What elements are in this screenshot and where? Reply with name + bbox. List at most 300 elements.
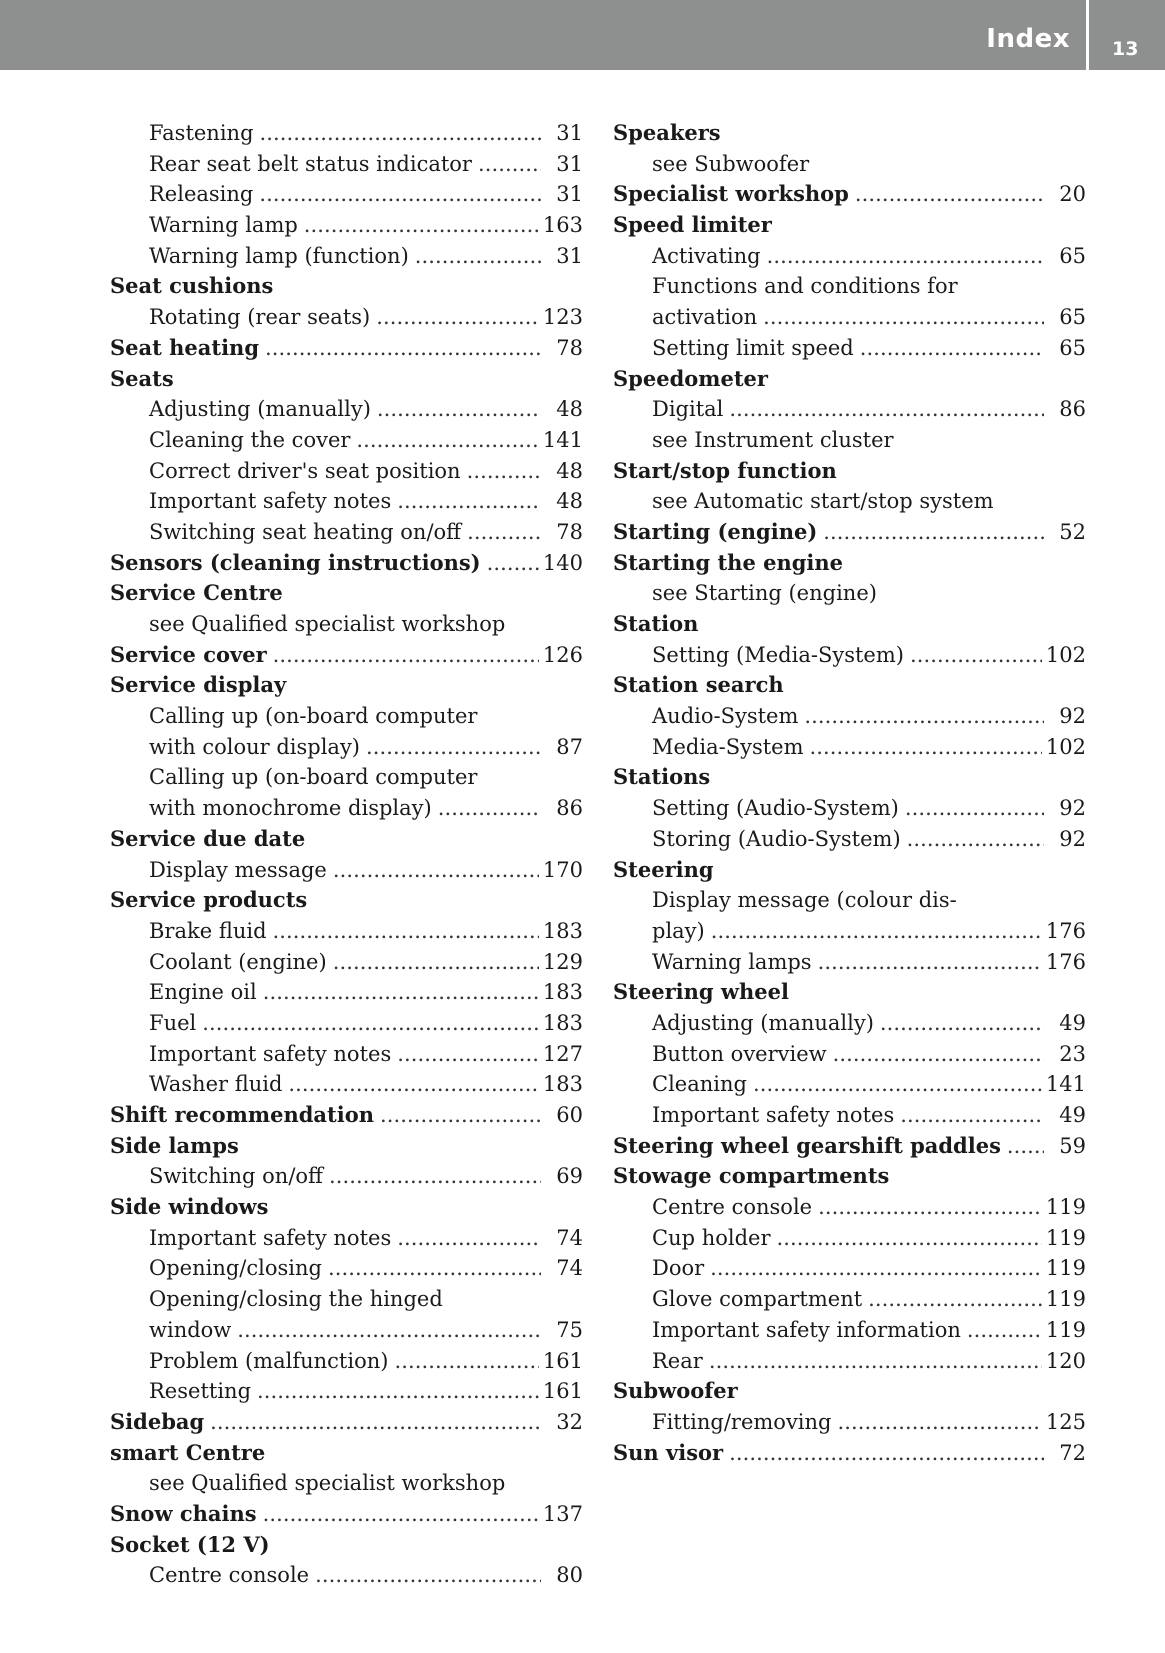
page-reference: 60 (556, 1103, 583, 1127)
entry-text: Important safety notes (149, 489, 392, 514)
page-reference: 86 (556, 796, 583, 821)
index-heading (613, 517, 1086, 548)
index-heading (613, 364, 1086, 395)
index-heading (110, 1100, 583, 1131)
index-heading (613, 1161, 1086, 1192)
page-reference: 20 (1059, 182, 1086, 207)
entry-text: Centre console (652, 1195, 813, 1220)
entry-text: Rotating (rear seats) (149, 305, 371, 330)
dot-leader (366, 732, 541, 763)
index-heading (110, 1530, 583, 1561)
entry-text: Adjusting (manually) (652, 1010, 874, 1035)
page-reference: 102 (1045, 734, 1086, 759)
dot-leader (376, 302, 539, 333)
page-reference: 78 (556, 519, 583, 544)
page-reference: 31 (556, 121, 583, 145)
index-subentry (613, 149, 1086, 180)
page-reference: 141 (1045, 1072, 1086, 1097)
index-heading (110, 1407, 583, 1438)
page-reference: 31 (556, 151, 583, 176)
index-heading (110, 271, 583, 302)
dot-leader (265, 333, 541, 364)
index-subentry (613, 824, 1086, 855)
page-reference: 183 (542, 1072, 583, 1097)
entry-text: Audio-System (652, 704, 799, 729)
index-subentry (613, 1284, 1086, 1315)
entry-text: see Subwoofer (652, 151, 810, 176)
dot-leader (967, 1315, 1042, 1346)
entry-text: Correct driver's seat position (149, 458, 461, 483)
entry-text: Setting (Audio-System) (652, 796, 899, 821)
dot-leader (273, 640, 539, 671)
entry-text: Subwoofer (613, 1378, 738, 1404)
index-subentry (613, 1008, 1086, 1039)
dot-leader (709, 1346, 1042, 1377)
page-reference: 74 (556, 1225, 583, 1250)
entry-text: Stations (613, 764, 711, 790)
dot-leader (868, 1284, 1042, 1315)
index-heading (613, 1438, 1086, 1469)
dot-leader (900, 1100, 1044, 1131)
dot-leader (729, 1438, 1044, 1469)
index-subentry (110, 1376, 583, 1407)
entry-text: Seat heating (110, 334, 260, 360)
entry-text: Warning lamps (652, 949, 812, 974)
dot-leader (880, 1008, 1044, 1039)
dot-leader (467, 517, 541, 548)
page-reference: 23 (1059, 1041, 1086, 1066)
entry-text: Functions and conditions for (652, 274, 958, 299)
entry-text: Cleaning (652, 1072, 747, 1097)
entry-text: see Instrument cluster (652, 427, 894, 452)
index-heading (110, 824, 583, 855)
dot-leader (304, 210, 539, 241)
page-reference: 69 (556, 1164, 583, 1189)
index-column-right (613, 118, 1086, 1468)
index-heading (613, 609, 1086, 640)
index-subentry (110, 1223, 583, 1254)
index-subentry (110, 1069, 583, 1100)
entry-text: Fuel (149, 1010, 197, 1035)
index-heading (613, 1131, 1086, 1162)
index-subentry (613, 916, 1086, 947)
index-subentry (110, 179, 583, 210)
entry-text: Washer fluid (149, 1072, 283, 1097)
page-reference: 161 (542, 1379, 583, 1404)
entry-text: Display message (149, 857, 327, 882)
entry-text: Steering wheel gearshift paddles (613, 1132, 1001, 1158)
page-reference: 170 (542, 857, 583, 882)
page-reference: 123 (542, 305, 583, 330)
dot-leader (763, 302, 1044, 333)
entry-text: Sidebag (110, 1408, 205, 1434)
index-subentry (110, 1008, 583, 1039)
index-subentry (110, 1468, 583, 1499)
entry-text: Coolant (engine) (149, 949, 327, 974)
page-reference: 48 (556, 489, 583, 514)
entry-text: Calling up (on-board computer (149, 704, 478, 729)
dot-leader (333, 947, 539, 978)
entry-text: Speedometer (613, 365, 768, 391)
entry-text: Storing (Audio-System) (652, 826, 901, 851)
index-heading (110, 364, 583, 395)
index-subentry (613, 640, 1086, 671)
entry-text: Start/stop function (613, 457, 837, 483)
index-subentry (613, 1192, 1086, 1223)
entry-text: Opening/closing (149, 1256, 322, 1281)
index-subentry (110, 1315, 583, 1346)
dot-leader (818, 947, 1042, 978)
entry-text: Service products (110, 887, 308, 913)
entry-text: Activating (652, 243, 761, 268)
dot-leader (804, 701, 1044, 732)
dot-leader (487, 548, 539, 579)
entry-text: Fastening (149, 121, 254, 145)
entry-text: Switching seat heating on/off (149, 519, 462, 544)
entry-text: Digital (652, 397, 724, 422)
page-reference: 65 (1059, 305, 1086, 330)
page-reference: 183 (542, 980, 583, 1005)
dot-leader (397, 1039, 539, 1070)
index-heading (110, 1438, 583, 1469)
index-subentry (110, 977, 583, 1008)
page-reference: 31 (556, 182, 583, 207)
entry-text: Glove compartment (652, 1287, 863, 1312)
dot-leader (237, 1315, 541, 1346)
page-reference: 92 (1059, 796, 1086, 821)
entry-text: smart Centre (110, 1439, 266, 1465)
entry-text: Important safety notes (149, 1041, 392, 1066)
page-reference: 78 (556, 335, 583, 360)
index-subentry (110, 701, 583, 732)
entry-text: Calling up (on-board computer (149, 765, 478, 790)
index-subentry (110, 947, 583, 978)
entry-text: Speed limiter (613, 212, 772, 238)
dot-leader (329, 1161, 541, 1192)
index-subentry (613, 1069, 1086, 1100)
index-subentry (110, 762, 583, 793)
entry-text: Problem (malfunction) (149, 1348, 389, 1373)
page-reference: 119 (1045, 1256, 1086, 1281)
entry-text: Warning lamp (149, 213, 298, 238)
dot-leader (397, 486, 541, 517)
dot-leader (833, 1039, 1044, 1070)
dot-leader (377, 394, 541, 425)
page-reference: 120 (1045, 1348, 1086, 1373)
dot-leader (860, 333, 1044, 364)
entry-text: Side lamps (110, 1132, 239, 1158)
dot-leader (210, 1407, 541, 1438)
index-heading (613, 670, 1086, 701)
entry-text: Service display (110, 672, 287, 698)
index-subentry (613, 302, 1086, 333)
entry-text: Display message (colour dis- (652, 888, 957, 913)
page-reference: 161 (542, 1348, 583, 1373)
entry-text: Important safety notes (652, 1103, 895, 1127)
entry-text: Cup holder (652, 1225, 771, 1250)
dot-leader (729, 394, 1044, 425)
index-heading (613, 977, 1086, 1008)
index-subentry (613, 271, 1086, 302)
index-subentry (110, 302, 583, 333)
dot-leader (380, 1100, 541, 1131)
index-subentry (110, 1161, 583, 1192)
index-heading (613, 456, 1086, 487)
page-reference: 74 (556, 1256, 583, 1281)
index-subentry (110, 916, 583, 947)
page-reference: 52 (1059, 519, 1086, 544)
page-reference: 137 (542, 1501, 583, 1526)
index-subentry (613, 732, 1086, 763)
index-subentry (613, 394, 1086, 425)
page-reference: 140 (542, 550, 583, 575)
dot-leader (415, 241, 541, 272)
entry-text: Seat cushions (110, 273, 274, 299)
dot-leader (810, 732, 1042, 763)
page-reference: 141 (542, 427, 583, 452)
index-heading (110, 1192, 583, 1223)
entry-text: Snow chains (110, 1500, 257, 1526)
index-subentry (110, 1039, 583, 1070)
page-reference: 72 (1059, 1440, 1086, 1465)
dot-leader (478, 149, 541, 180)
index-subentry (613, 241, 1086, 272)
index-subentry (613, 333, 1086, 364)
index-subentry (110, 1253, 583, 1284)
dot-leader (259, 179, 541, 210)
header-divider (1086, 0, 1089, 70)
dot-leader (333, 855, 539, 886)
page-reference: 183 (542, 918, 583, 943)
page-reference: 65 (1059, 243, 1086, 268)
dot-leader (767, 241, 1044, 272)
dot-leader (263, 977, 539, 1008)
entry-text: Steering (613, 856, 714, 882)
dot-leader (910, 640, 1042, 671)
entry-text: Station search (613, 672, 784, 698)
entry-text: Sensors (cleaning instructions) (110, 549, 481, 575)
index-heading (613, 179, 1086, 210)
index-subentry (613, 1315, 1086, 1346)
entry-text: see Starting (engine) (652, 581, 877, 606)
dot-leader (823, 517, 1044, 548)
page-reference: 31 (556, 243, 583, 268)
page-reference: 48 (556, 397, 583, 422)
dot-leader (273, 916, 539, 947)
index-subentry (613, 1100, 1086, 1131)
entry-text: Centre console (149, 1563, 310, 1588)
dot-leader (394, 1346, 538, 1377)
entry-text: Media-System (652, 734, 804, 759)
index-subentry (110, 1284, 583, 1315)
index-heading (613, 855, 1086, 886)
page-reference: 75 (556, 1317, 583, 1342)
index-subentry (110, 1560, 583, 1591)
entry-text: window (149, 1317, 232, 1342)
dot-leader (907, 824, 1044, 855)
entry-text: Adjusting (manually) (149, 397, 371, 422)
entry-text: see Qualified specialist workshop (149, 1471, 506, 1496)
entry-text: Fitting/removing (652, 1409, 832, 1434)
dot-leader (397, 1223, 541, 1254)
page-reference: 49 (1059, 1010, 1086, 1035)
entry-text: activation (652, 305, 758, 330)
page-reference: 119 (1045, 1287, 1086, 1312)
entry-text: Switching on/off (149, 1164, 323, 1189)
dot-leader (260, 118, 541, 149)
dot-leader (855, 179, 1044, 210)
entry-text: see Automatic start/stop system (652, 489, 994, 514)
entry-text: Starting (engine) (613, 518, 818, 544)
page-reference: 176 (1045, 918, 1086, 943)
entry-text: Important safety information (652, 1317, 961, 1342)
index-heading (110, 640, 583, 671)
entry-text: with monochrome display) (149, 796, 432, 821)
page-reference: 129 (542, 949, 583, 974)
entry-text: Speakers (613, 120, 721, 145)
dot-leader (257, 1376, 539, 1407)
index-subentry (110, 793, 583, 824)
page-reference: 87 (556, 734, 583, 759)
page-reference: 127 (542, 1041, 583, 1066)
dot-leader (753, 1069, 1042, 1100)
index-heading (613, 210, 1086, 241)
page-reference: 49 (1059, 1103, 1086, 1127)
entry-text: Service Centre (110, 580, 283, 606)
entry-text: Service cover (110, 641, 267, 667)
entry-text: Important safety notes (149, 1225, 392, 1250)
index-heading (110, 578, 583, 609)
index-subentry (110, 118, 583, 149)
entry-text: Engine oil (149, 980, 257, 1005)
entry-text: Starting the engine (613, 549, 844, 575)
page-reference: 80 (556, 1563, 583, 1588)
entry-text: Seats (110, 365, 174, 391)
page-reference: 86 (1059, 397, 1086, 422)
index-subentry (613, 1407, 1086, 1438)
entry-text: Rear (652, 1348, 703, 1373)
page-reference: 92 (1059, 826, 1086, 851)
index-subentry (613, 1346, 1086, 1377)
dot-leader (1007, 1131, 1044, 1162)
page-reference: 163 (542, 213, 583, 238)
index-subentry (613, 1039, 1086, 1070)
entry-text: see Qualified specialist workshop (149, 612, 506, 636)
page-number: 13 (1112, 38, 1139, 60)
dot-leader (263, 1499, 539, 1530)
dot-leader (467, 456, 541, 487)
index-subentry (110, 517, 583, 548)
page-reference: 48 (556, 458, 583, 483)
entry-text: Resetting (149, 1379, 252, 1404)
page-reference: 126 (542, 642, 583, 667)
entry-text: Stowage compartments (613, 1163, 890, 1189)
page-reference: 59 (1059, 1133, 1086, 1158)
index-heading (110, 670, 583, 701)
index-heading (110, 1499, 583, 1530)
index-subentry (613, 793, 1086, 824)
entry-text: Brake fluid (149, 918, 267, 943)
dot-leader (315, 1560, 541, 1591)
index-heading (110, 885, 583, 916)
dot-leader (356, 425, 538, 456)
index-heading (613, 548, 1086, 579)
index-subentry (613, 1223, 1086, 1254)
entry-text: Button overview (652, 1041, 827, 1066)
page-reference: 183 (542, 1010, 583, 1035)
dot-leader (288, 1069, 538, 1100)
index-subentry (110, 732, 583, 763)
entry-text: Specialist workshop (613, 181, 849, 207)
dot-leader (711, 916, 1042, 947)
index-subentry (613, 701, 1086, 732)
page-reference: 102 (1045, 642, 1086, 667)
page-header (0, 0, 1165, 70)
page-reference: 32 (556, 1409, 583, 1434)
page-reference: 125 (1045, 1409, 1086, 1434)
entry-text: Releasing (149, 182, 254, 207)
entry-text: Shift recommendation (110, 1102, 374, 1127)
index-subentry (613, 578, 1086, 609)
entry-text: play) (652, 918, 705, 943)
entry-text: Door (652, 1256, 705, 1281)
section-title: Index (986, 24, 1070, 54)
index-subentry (110, 456, 583, 487)
index-subentry (110, 486, 583, 517)
index-subentry (110, 425, 583, 456)
index-heading (110, 333, 583, 364)
index-subentry (110, 1346, 583, 1377)
page-reference: 119 (1045, 1317, 1086, 1342)
entry-text: Socket (12 V) (110, 1531, 270, 1557)
entry-text: Station (613, 611, 699, 636)
index-heading (613, 762, 1086, 793)
entry-text: Opening/closing the hinged (149, 1287, 443, 1312)
index-subentry (613, 1253, 1086, 1284)
page-reference: 92 (1059, 704, 1086, 729)
page-reference: 119 (1045, 1225, 1086, 1250)
index-subentry (110, 855, 583, 886)
index-column-left (110, 118, 583, 1591)
dot-leader (838, 1407, 1042, 1438)
index-heading (110, 548, 583, 579)
index-subentry (613, 947, 1086, 978)
index-subentry (613, 486, 1086, 517)
entry-text: Cleaning the cover (149, 427, 351, 452)
entry-text: Setting limit speed (652, 335, 854, 360)
dot-leader (777, 1223, 1042, 1254)
dot-leader (202, 1008, 539, 1039)
index-heading (613, 118, 1086, 149)
entry-text: Sun visor (613, 1439, 724, 1465)
entry-text: Service due date (110, 825, 306, 851)
index-heading (613, 1376, 1086, 1407)
page-reference: 119 (1045, 1195, 1086, 1220)
index-subentry (110, 210, 583, 241)
entry-text: Side windows (110, 1194, 269, 1220)
dot-leader (328, 1253, 541, 1284)
dot-leader (905, 793, 1044, 824)
dot-leader (438, 793, 541, 824)
index-subentry (110, 149, 583, 180)
index-heading (110, 1131, 583, 1162)
entry-text: Steering wheel (613, 979, 789, 1005)
dot-leader (710, 1253, 1042, 1284)
page-reference: 65 (1059, 335, 1086, 360)
entry-text: Setting (Media-System) (652, 642, 904, 667)
index-subentry (613, 885, 1086, 916)
entry-text: with colour display) (149, 734, 361, 759)
